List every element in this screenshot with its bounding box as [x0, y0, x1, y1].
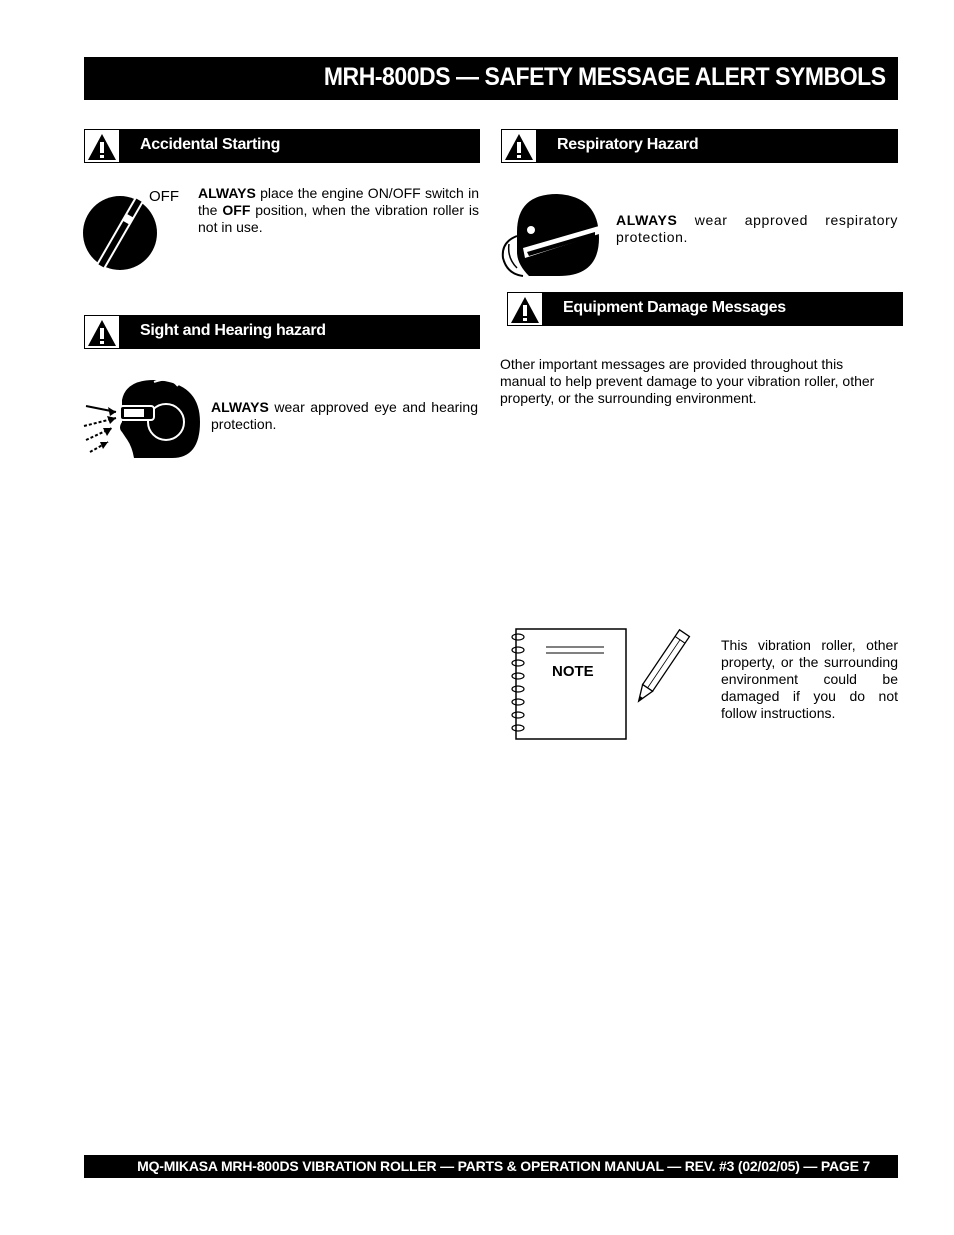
warning-triangle-icon [507, 292, 543, 326]
off-emphasis: OFF [222, 202, 251, 218]
note-label: NOTE [552, 663, 594, 680]
warning-triangle-icon [84, 315, 120, 349]
respiratory-text [616, 212, 898, 246]
warning-triangle-icon [84, 129, 120, 163]
section-header-sight-hearing [84, 315, 480, 349]
always-label: ALWAYS [616, 212, 678, 228]
footer-text: MQ-MIKASA MRH-800DS VIBRATION ROLLER — PARTS & OPERATION MANUAL — REV. #3 (02/02/05) — PAGE 7 [137, 1158, 870, 1174]
accidental-starting-text [198, 185, 479, 236]
pencil-icon [628, 624, 694, 712]
section-header-accidental-starting [84, 129, 480, 163]
section-header-equipment-damage [507, 292, 903, 326]
always-label: ALWAYS [198, 185, 256, 201]
section-heading: Respiratory Hazard [557, 136, 699, 153]
off-switch-icon [82, 186, 192, 276]
always-label: ALWAYS [211, 399, 269, 415]
page-title: MRH-800DS — SAFETY MESSAGE ALERT SYMBOLS [324, 63, 886, 91]
page-title-bar [84, 57, 898, 100]
respirator-icon [499, 192, 603, 280]
section-heading: Sight and Hearing hazard [140, 322, 326, 339]
section-heading: Accidental Starting [140, 136, 281, 153]
eye-ear-protection-icon [82, 378, 204, 460]
section-heading: Equipment Damage Messages [563, 299, 786, 316]
text-part: place the engine ON/OFF switch in the [198, 185, 479, 218]
note-pad-icon [506, 627, 630, 743]
off-label: OFF [149, 188, 179, 205]
note-text: This vibration roller, other property, or the surrounding environment could be damaged if you do not follow instructions. [721, 637, 898, 721]
equipment-damage-intro: Other important messages are provided throughout this manual to help prevent damage to your vibration roller, other property, or the surrounding environment. [500, 356, 875, 406]
text-part: wear approved eye and hearing protection. [211, 399, 478, 432]
text-part: position, when the vibration roller is not in use. [198, 202, 479, 235]
footer-bar [84, 1155, 898, 1178]
text-part: wear approved respiratory protection. [616, 212, 898, 245]
sight-hearing-text [211, 399, 478, 433]
section-header-respiratory [501, 129, 898, 163]
warning-triangle-icon [501, 129, 537, 163]
